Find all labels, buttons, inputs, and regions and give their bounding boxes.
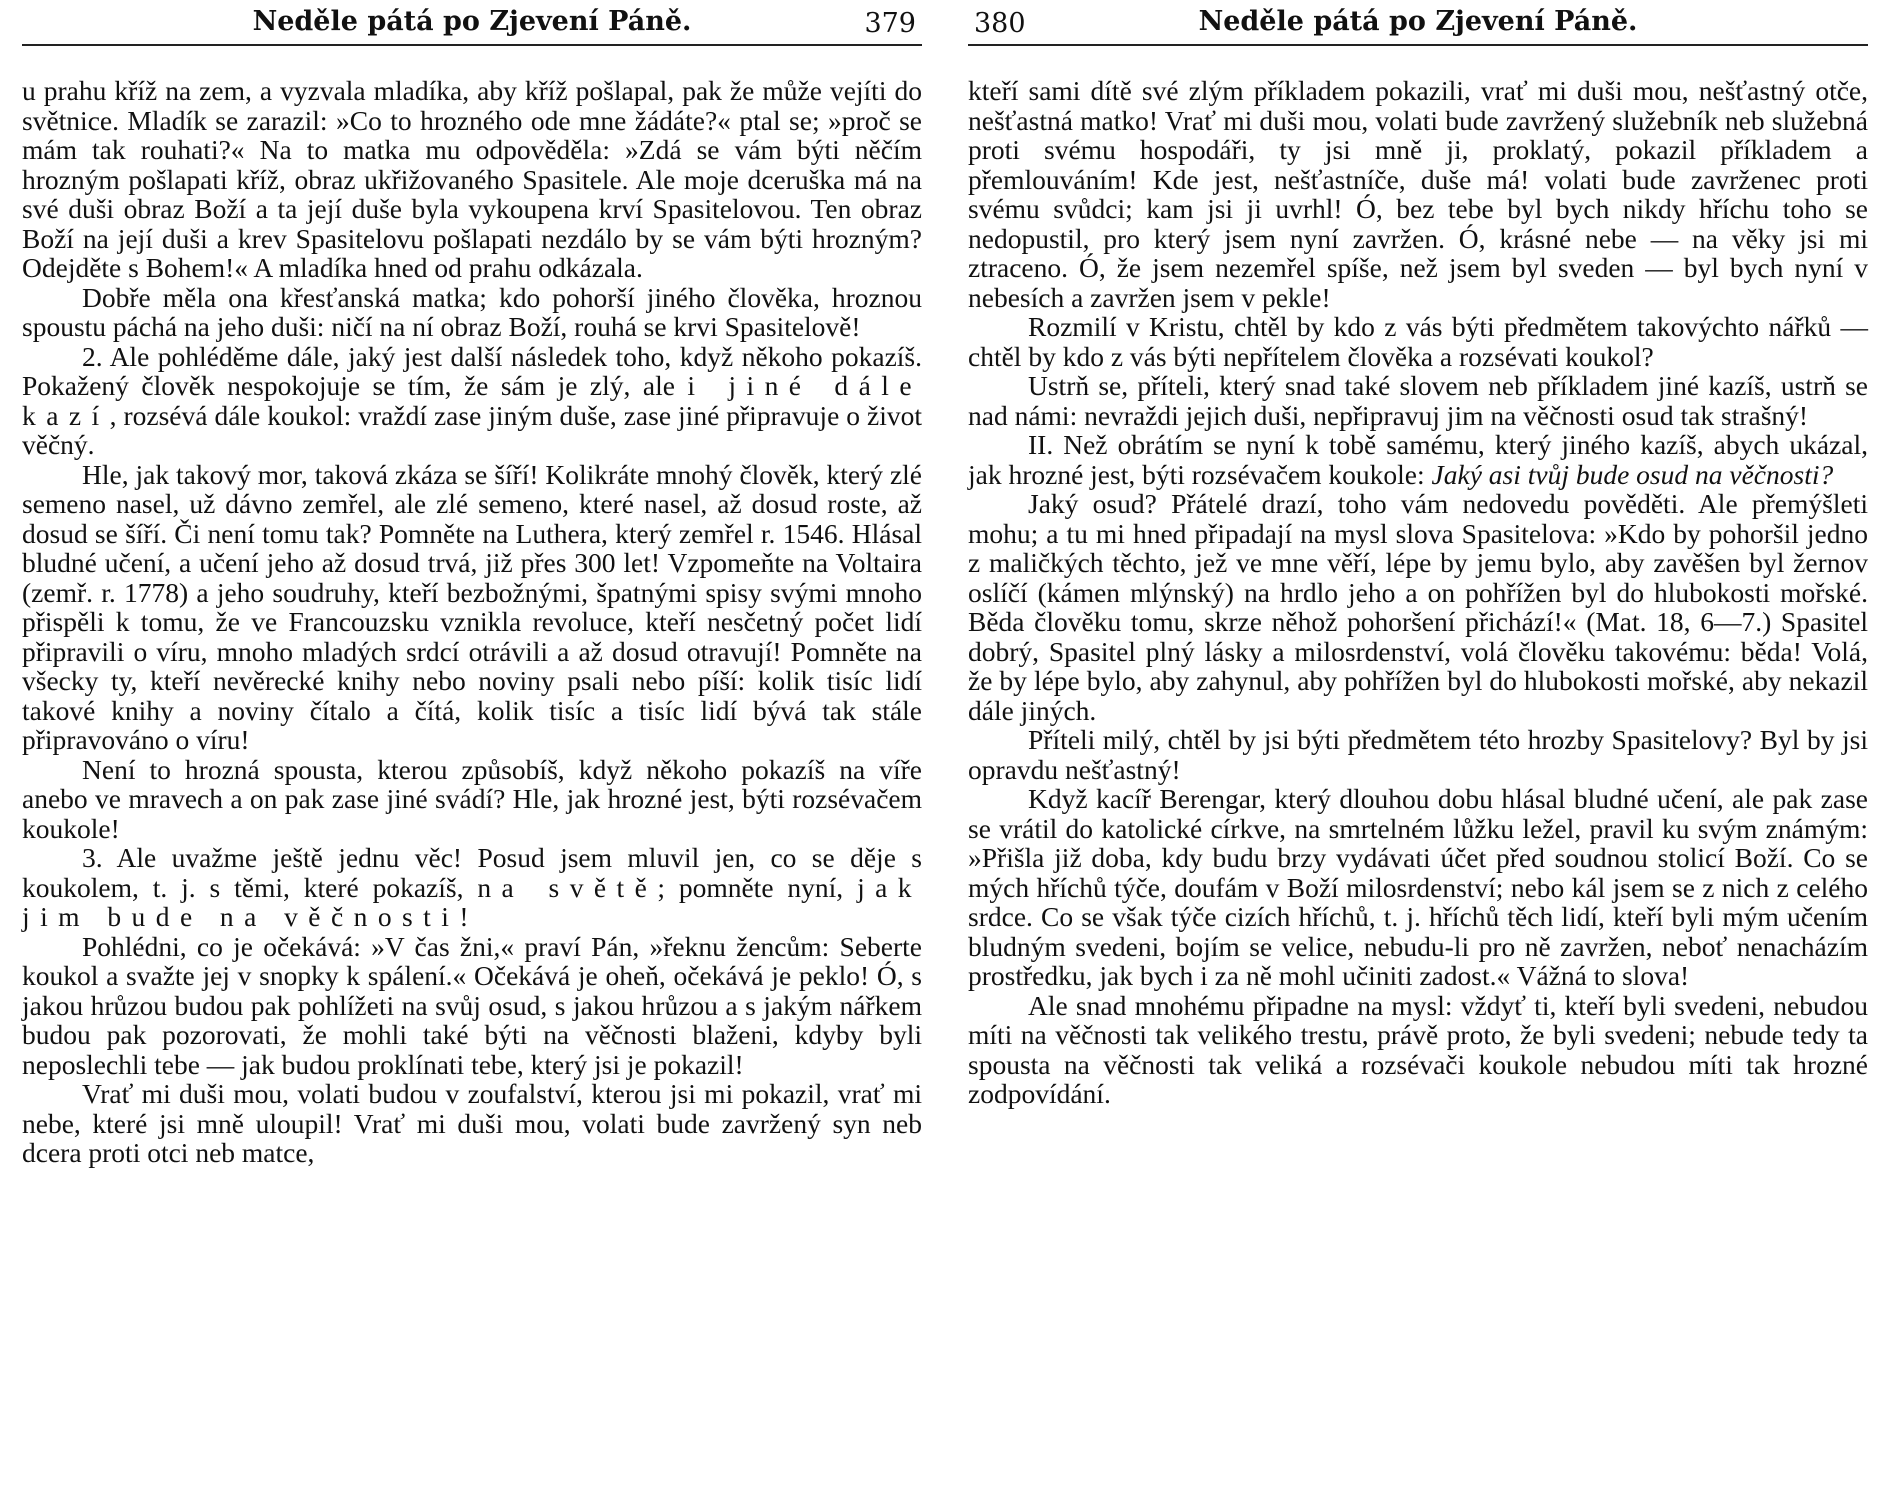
- paragraph: [968, 430, 1868, 489]
- running-head: [968, 0, 1868, 46]
- text-run: Hle, jak takový mor, taková zkáza se šíří! Kolikráte mnohý člověk, který zlé semeno nasel, už dávno zemřel, ale zlé semeno, které nasel, až dosud roste, až dosud se šíří. Či není tomu tak? Pomněte na Luthera, který zemřel r. 1546. Hlásal bludné učení, a učení jeho až dosud trvá, již přes 300 let! Vzpomeňte na Voltaira (zemř. r. 1778) a jeho soudruhy, kteří bezbožnými, špatnými spisy svými mnoho přispěli k tomu, že ve Francouzsku vznikla revoluce, kteří nesčetný počet lidí připravili o víru, mnoho mladých srdcí otrávili a až dosud otravují! Pomněte na všecky ty, kteří nevěrecké knihy nebo noviny psali nebo píší: kolik tisíc lidí takové knihy a noviny čítalo a čítá, kolik tisíc a tisíc lidí bývá tak stále připravováno o víru!: [22, 458, 922, 755]
- paragraph: [22, 283, 922, 342]
- text-run: kteří sami dítě své zlým příkladem pokazili, vrať mi duši mou, nešťastný otče, nešťastná matko! Vrať mi duši mou, volati bude zavržený služebník neb služebná proti svému hospodáři, ty jsi mně ji, proklatý, pokazil příkladem a přemlouváním! Kde jest, nešťastníče, duše má! volati bude zavrženec proti svému svůdci; kam jsi ji uvrhl! Ó, bez tebe byl bych nikdy hříchu toho se nedopustil, pro který jsem nyní zavržen. Ó, krásné nebe — na věky jsi mi ztraceno. Ó, že jsem nezemřel spíše, než jsem byl sveden — byl bych nyní v nebesích a zavržen jsem v pekle!: [968, 75, 1868, 313]
- text-run: , rozsévá dále koukol: vraždí zase jiným duše, zase jiné připravuje o život věčný.: [22, 399, 922, 460]
- page-body: [22, 46, 922, 1168]
- emphasis-spaced: na světě: [477, 871, 658, 903]
- text-run: Jaký osud? Přátelé drazí, toho vám nedovedu pověděti. Ale přemýšleti mohu; a tu mi hned připadají na mysl slova Spasitelova: »Kdo by pohoršil jedno z maličkých těchto, jež ve mne věří, lépe by jemu bylo, aby zavěšen byl žernov oslíčí (kámen mlýnský) na hrdlo jeho a on pohřížen byl do hlubokosti mořské. Běda člověku tomu, skrze něhož pohoršení přichází!« (Mat. 18, 6—7.) Spasitel dobrý, Spasitel plný lásky a milosrdenství, volá člověku takovému: běda! Volá, že by lépe bylo, aby zahynul, aby pohřížen byl do hlubokosti mořské, aby nekazil dále jiných.: [968, 488, 1868, 726]
- paragraph: [968, 312, 1868, 371]
- paragraph: [22, 342, 922, 460]
- text-run: II. Než obrátím se nyní k tobě samému, který jiného kazíš, abych ukázal, jak hrozné jest, býti rozsévačem koukole:: [968, 429, 1868, 490]
- paragraph: [22, 460, 922, 755]
- right-page: [968, 0, 1868, 1500]
- paragraph: [22, 1079, 922, 1168]
- text-run: ; pomněte nyní,: [657, 871, 858, 903]
- left-page: [22, 0, 922, 1500]
- page-number: 380: [974, 8, 1026, 39]
- paragraph: [22, 76, 922, 283]
- text-run: Není to hrozná spousta, kterou způsobíš, když někoho pokazíš na víře anebo ve mravech a on pak zase jiné svádí? Hle, jak hrozné jest, býti rozsévačem koukole!: [22, 753, 922, 844]
- text-run: 2. Ale pohléděme dále, jaký jest další následek toho, když někoho pokazíš. Pokažený člověk nespokojuje se tím, že sám je zlý, ale: [22, 340, 922, 401]
- text-run: !: [459, 901, 469, 932]
- paragraph: [968, 784, 1868, 991]
- emphasis-italic: Jaký asi tvůj bude osud na věčnosti?: [1431, 458, 1834, 490]
- text-run: Vrať mi duši mou, volati budou v zoufalství, kterou jsi mi pokazil, vrať mi nebe, které jsi mně uloupil! Vrať mi duši mou, volati bude zavržený syn neb dcera proti otci neb matce,: [22, 1078, 922, 1168]
- running-title: Neděle pátá po Zjevení Páně.: [252, 6, 692, 37]
- paragraph: [22, 932, 922, 1080]
- text-run: Rozmilí v Kristu, chtěl by kdo z vás býti předmětem takovýchto nářků — chtěl by kdo z vás býti nepřítelem člověka a rozsévati koukol?: [968, 311, 1868, 372]
- text-run: 3. Ale uvažme ještě jednu věc! Posud jsem mluvil jen, co se děje s koukolem, t. j. s těmi, které pokazíš,: [22, 842, 922, 903]
- paragraph: [968, 371, 1868, 430]
- text-run: Když kacíř Berengar, který dlouhou dobu hlásal bludné učení, ale pak zase se vrátil do katolické církve, na smrtelném lůžku ležel, pravil ku svým známým: »Přišla již doba, kdy budu brzy vydávati účet před soudnou stolicí Boží. Co se mých hříchů týče, doufám v Boží milosrdenství; nebo kál jsem se z nich z celého srdce. Co se však týče cizích hříchů, t. j. hříchů těch lidí, kteří byli mým učením bludným svedeni, bojím se velice, nebudu-li pro ně zavržen, neboť nenacházím prostředku, jak bych i za ně mohl učiniti zadost.« Vážná to slova!: [968, 783, 1868, 991]
- running-title: Neděle pátá po Zjevení Páně.: [1198, 6, 1638, 37]
- paragraph: [968, 725, 1868, 784]
- emphasis-spaced: i jiné dále kazí: [22, 370, 922, 431]
- page-body: [968, 46, 1868, 1109]
- running-head: [22, 0, 922, 46]
- paragraph: [968, 76, 1868, 312]
- text-run: Příteli milý, chtěl by jsi býti předmětem této hrozby Spasitelovy? Byl by jsi opravdu nešťastný!: [968, 724, 1868, 785]
- text-run: Dobře měla ona křesťanská matka; kdo pohorší jiného člověka, hroznou spoustu páchá na jeho duši: ničí na ní obraz Boží, rouhá se krvi Spasitelově!: [22, 281, 922, 342]
- paragraph: [968, 489, 1868, 725]
- text-run: u prahu kříž na zem, a vyzvala mladíka, aby kříž pošlapal, pak že může vejíti do světnice. Mladík se zarazil: »Co to hrozného ode mne žádáte?« ptal se; »proč se mám tak rouhati?« Na to matka mu odpověděla: »Zdá se vám býti něčím hrozným pošlapati kříž, obraz ukřižovaného Spasitele. Ale moje dceruška má na své duši obraz Boží a ta její duše byla vykoupena krví Spasitelovou. Ten obraz Boží na její duši a krev Spasitelovu pošlapati nezdálo by se vám býti hrozným? Odejděte s Bohem!« A mladíka hned od prahu odkázala.: [22, 75, 922, 283]
- text-run: Pohlédni, co je očekává: »V čas žni,« praví Pán, »řeknu žencům: Seberte koukol a svažte jej v snopky k spálení.« Očekává je oheň, očekává je peklo! Ó, s jakou hrůzou budou pak pohlížeti na svůj osud, s jakou hrůzou a s jakým nářkem budou pak pozorovati, že mohli také býti na věčnosti blaženi, kdyby byli neposlechli tebe — jak budou proklínati tebe, který jsi je pokazil!: [22, 930, 922, 1080]
- text-run: Ale snad mnohému připadne na mysl: vždyť ti, kteří byli svedeni, nebudou míti na věčnosti tak velikého trestu, právě proto, že byli svedeni; nebude tedy ta spousta na věčnosti tak veliká a rozsévači koukole nebudou míti tak hrozné zodpovídání.: [968, 989, 1868, 1109]
- paragraph: [968, 991, 1868, 1109]
- text-run: Ustrň se, příteli, který snad také slovem neb příkladem jiné kazíš, ustrň se nad námi: nevraždi jejich duši, nepřipravuj jim na věčnosti osud tak strašný!: [968, 370, 1868, 431]
- emphasis-spaced: jak jim bude na věčnosti: [22, 871, 923, 932]
- paragraph: [22, 843, 922, 932]
- paragraph: [22, 755, 922, 844]
- page-number: 379: [864, 8, 916, 39]
